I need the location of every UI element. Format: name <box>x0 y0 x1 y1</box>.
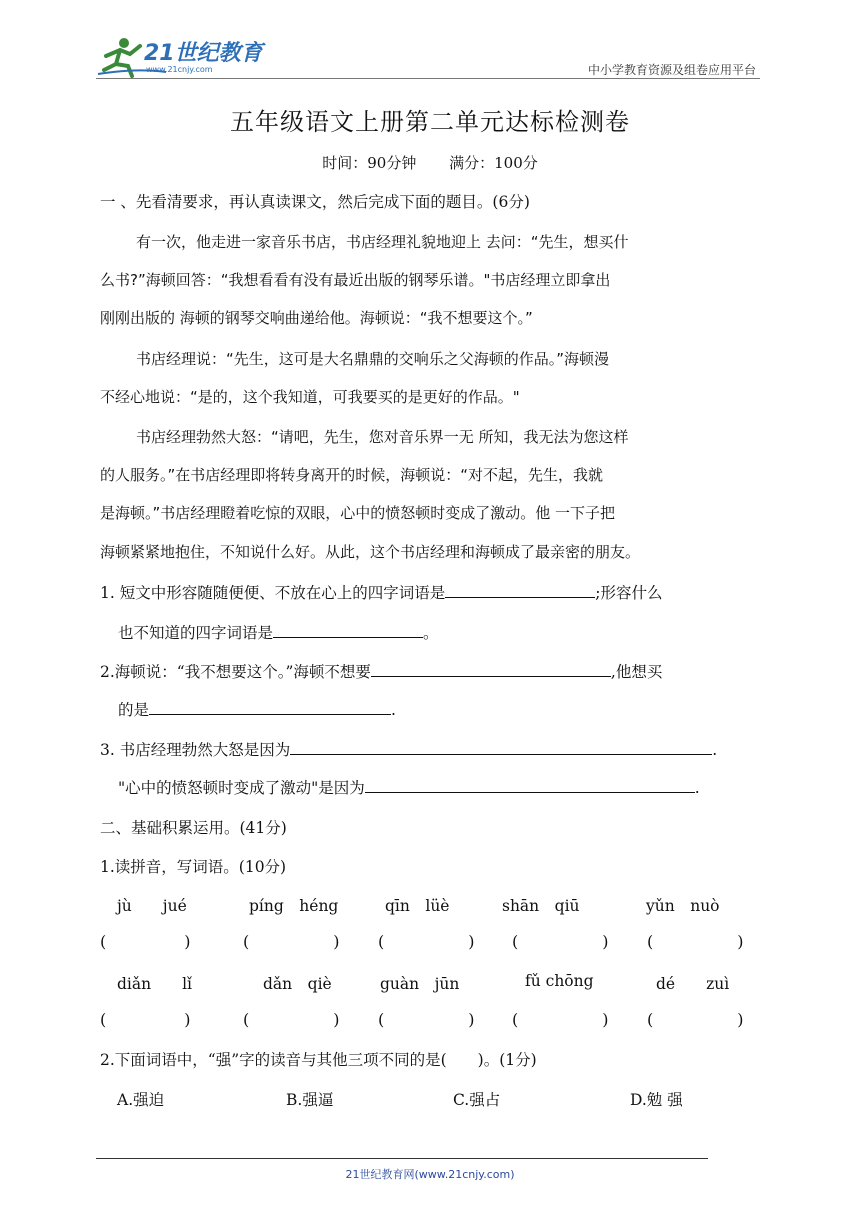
answer-box[interactable]: ( ) <box>378 932 475 951</box>
answer-box[interactable]: ( ) <box>100 1010 191 1029</box>
section2-heading: 二、基础积累运用。(41分) <box>100 819 287 837</box>
pinyin-item: guàn jūn <box>380 975 460 993</box>
passage-line: 么书?”海顿回答：“我想看看有没有最近出版的钢琴乐谱。"书店经理立即拿出 <box>100 271 611 289</box>
footer-divider <box>96 1158 708 1159</box>
passage-line: 有一次，他走进一家音乐书店，书店经理礼貌地迎上 去问：“先生，想买什 <box>136 233 629 251</box>
answer-box[interactable]: ( ) <box>378 1010 475 1029</box>
answer-blank[interactable] <box>149 700 391 715</box>
question-2-cont: 的是 . <box>118 701 396 719</box>
answer-box[interactable]: ( ) <box>512 1010 609 1029</box>
exam-score: 满分：100分 <box>449 154 538 172</box>
pinyin-item: diǎn lǐ <box>117 975 193 993</box>
header-platform-text: 中小学教育资源及组卷应用平台 <box>587 63 756 77</box>
pinyin-item: píng héng <box>249 897 339 915</box>
pinyin-item: dǎn qiè <box>263 975 332 993</box>
passage-line: 海顿紧紧地抱住，不知说什么好。从此，这个书店经理和海顿成了最亲密的朋友。 <box>100 543 641 561</box>
header-divider <box>96 78 760 79</box>
question-3: 3. 书店经理勃然大怒是因为 . <box>100 741 718 759</box>
passage-line: 刚刚出版的 海顿的钢琴交响曲递给他。海顿说：“我不想要这个。” <box>100 309 533 327</box>
answer-box[interactable]: ( ) <box>647 932 744 951</box>
exam-time: 时间：90分钟 <box>322 154 417 172</box>
option-b[interactable]: B.强逼 <box>286 1091 334 1109</box>
option-a[interactable]: A.强迫 <box>117 1091 165 1109</box>
answer-blank[interactable] <box>445 583 595 598</box>
answer-box[interactable]: ( ) <box>512 932 609 951</box>
answer-blank[interactable] <box>273 623 423 638</box>
pinyin-question-heading: 1.读拼音，写词语。(10分) <box>100 858 287 876</box>
passage-line: 是海顿。”书店经理瞪着吃惊的双眼，心中的愤怒顿时变成了激动。他 一下子把 <box>100 504 616 522</box>
option-c[interactable]: C.强占 <box>453 1091 501 1109</box>
svg-text:www.21cnjy.com: www.21cnjy.com <box>146 65 213 74</box>
passage-line: 书店经理说：“先生，这可是大名鼎鼎的交响乐之父海顿的作品。”海顿漫 <box>136 350 610 368</box>
pinyin-item: shān qiū <box>502 897 580 915</box>
passage-line: 的人服务。”在书店经理即将转身离开的时候，海顿说：“对不起，先生，我就 <box>100 466 604 484</box>
question-1-cont: 也不知道的四字词语是 。 <box>118 624 439 642</box>
answer-box[interactable]: ( ) <box>100 932 191 951</box>
question-3-cont: "心中的愤怒顿时变成了激动"是因为 . <box>118 779 700 797</box>
answer-blank[interactable] <box>365 778 695 793</box>
pinyin-item: jù jué <box>117 897 187 915</box>
svg-text:21世纪教育: 21世纪教育 <box>144 41 263 66</box>
exam-info <box>0 152 860 173</box>
section1-heading: 一 、先看清要求，再认真读课文，然后完成下面的题目。(6分) <box>100 193 530 211</box>
pinyin-item: qīn lüè <box>385 897 450 915</box>
pinyin-item: dé zuì <box>656 975 730 993</box>
option-d[interactable]: D.勉 强 <box>630 1091 683 1109</box>
pinyin-item: yǔn nuò <box>646 897 720 915</box>
pinyin-item: fǔ chōng <box>525 972 594 990</box>
answer-box[interactable]: ( ) <box>647 1010 744 1029</box>
multiple-choice-question: 2.下面词语中，“强”字的读音与其他三项不同的是( )。(1分) <box>100 1051 537 1069</box>
answer-box[interactable]: ( ) <box>243 1010 340 1029</box>
passage-line: 书店经理勃然大怒：“请吧，先生，您对音乐界一无 所知，我无法为您这样 <box>136 428 629 446</box>
runner-logo-icon <box>96 34 266 78</box>
question-2: 2.海顿说：“我不想要这个。”海顿不想要 ,他想买 <box>100 663 663 681</box>
footer-text[interactable]: 21世纪教育网(www.21cnjy.com) <box>345 1168 515 1181</box>
logo <box>96 34 266 78</box>
answer-blank[interactable] <box>290 740 712 755</box>
answer-box[interactable]: ( ) <box>243 932 340 951</box>
question-1: 1. 短文中形容随随便便、不放在心上的四字词语是 ;形容什么 <box>100 584 663 602</box>
passage-line: 不经心地说：“是的，这个我知道，可我要买的是更好的作品。" <box>100 388 520 406</box>
answer-blank[interactable] <box>371 662 611 677</box>
page-title: 五年级语文上册第二单元达标检测卷 <box>230 108 630 136</box>
